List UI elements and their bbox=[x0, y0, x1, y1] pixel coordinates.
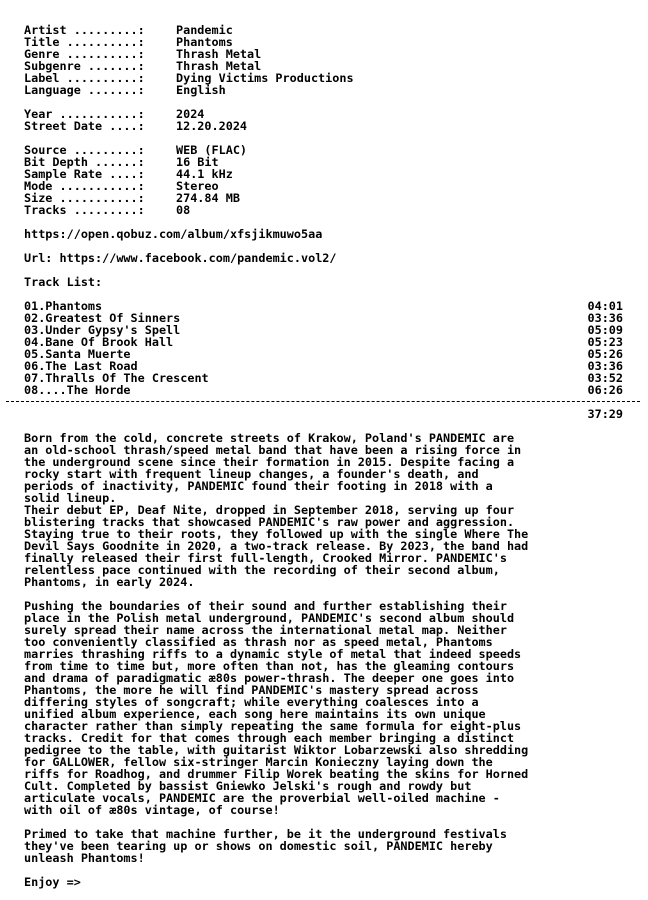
language-row bbox=[24, 84, 640, 96]
release-nfo bbox=[24, 24, 640, 888]
street-date-row bbox=[24, 120, 640, 132]
homepage-url: Url: https://www.facebook.com/pandemic.vol2/ bbox=[24, 251, 337, 265]
source-value: WEB (FLAC) bbox=[176, 143, 248, 157]
language-value: English bbox=[176, 83, 226, 97]
track-name: 04.Bane Of Brook Hall bbox=[24, 335, 174, 349]
bit-depth-key: Bit Depth ......: bbox=[24, 155, 145, 169]
track-row bbox=[24, 384, 623, 396]
label-value: Dying Victims Productions bbox=[176, 71, 354, 85]
closing-line: Enjoy => bbox=[24, 875, 81, 889]
label-key: Label ..........: bbox=[24, 71, 145, 85]
track-name: 01.Phantoms bbox=[24, 299, 103, 313]
genre-key: Genre ..........: bbox=[24, 47, 145, 61]
track-list-heading: Track List: bbox=[24, 275, 103, 289]
track-name: 05.Santa Muerte bbox=[24, 347, 131, 361]
artist-value: Pandemic bbox=[176, 23, 233, 37]
description-paragraph-2: Pushing the boundaries of their sound and further establishing their place in the Polish metal underground, PANDEMIC's second album should surely spread their name across the international metal map. Neither too conveniently classified as thrash nor as speed metal, Phantoms marries thrashing riffs to a dynamic style of metal that indeed speeds from time to time but, more often than not, has the gleaming contours and drama of paradigmatic æ80s power-thrash. The deeper one goes into Phantoms, the more he will find PANDEMIC's mastery spread across differing styles of songcraft; while everything coalesces into a unified album experience, each song here maintains its own unique character rather than simply repeating the same formula for eight-plus tracks. Credit for that comes through each member bringing a distinct pedigree to the table, with guitarist Wiktor Lobarzewski also shredding for GALLOWER, fellow six-stringer Marcin Konieczny laying down the riffs for Roadhog, and drummer Filip Worek beating the skins for Horned Cult. Completed by bassist Gniewko Jelski's rough and rowdy but articulate vocals, PANDEMIC are the proverbial well-oiled machine - with oil of æ80s vintage, of course! bbox=[24, 599, 529, 817]
track-list bbox=[24, 300, 640, 396]
tracks-count-key: Tracks .........: bbox=[24, 203, 145, 217]
mode-value: Stereo bbox=[176, 179, 219, 193]
sample-rate-value: 44.1 kHz bbox=[176, 167, 233, 181]
track-duration: 05:26 bbox=[587, 347, 623, 361]
qobuz-link: https://open.qobuz.com/album/xfsjikmuwo5aa bbox=[24, 227, 323, 241]
track-name: 03.Under Gypsy's Spell bbox=[24, 323, 181, 337]
size-value: 274.84 MB bbox=[176, 191, 240, 205]
track-duration: 03:36 bbox=[587, 311, 623, 325]
track-name: 07.Thralls Of The Crescent bbox=[24, 371, 209, 385]
track-duration: 05:23 bbox=[587, 335, 623, 349]
release-info-block bbox=[24, 24, 640, 96]
audio-info-block bbox=[24, 144, 640, 216]
genre-value: Thrash Metal bbox=[176, 47, 262, 61]
description-paragraph-3: Primed to take that machine further, be it the underground festivals they've been tearing up or shows on domestic soil, PANDEMIC hereby unleash Phantoms! bbox=[24, 827, 507, 865]
track-name: 06.The Last Road bbox=[24, 359, 138, 373]
tracks-count-row bbox=[24, 204, 640, 216]
artist-key: Artist .........: bbox=[24, 23, 145, 37]
track-name: 08....The Horde bbox=[24, 383, 131, 397]
size-key: Size ...........: bbox=[24, 191, 145, 205]
subgenre-key: Subgenre .......: bbox=[24, 59, 145, 73]
track-list-divider bbox=[6, 401, 640, 402]
description-paragraph-1: Born from the cold, concrete streets of Krakow, Poland's PANDEMIC are an old-school thrash/speed metal band that have been a rising force in the underground scene since their formation in 2015. Despite facing a rocky start with frequent lineup changes, a founder's death, and periods of inactivity, PANDEMIC found their footing in 2018 with a solid lineup. Their debut EP, Deaf Nite, dropped in September 2018, serving up four blistering tracks that showcased PANDEMIC's raw power and aggression. Staying true to their roots, they followed up with the single Where The Devil Says Goodnite in 2020, a two-track release. By 2023, the band had finally released their first full-length, Crooked Mirror. PANDEMIC's relentless pace continued with the recording of their second album, Phantoms, in early 2024. bbox=[24, 431, 529, 589]
track-duration: 03:36 bbox=[587, 359, 623, 373]
tracks-count-value: 08 bbox=[176, 203, 191, 217]
date-info-block bbox=[24, 108, 640, 132]
track-duration: 04:01 bbox=[587, 299, 623, 313]
track-name: 02.Greatest Of Sinners bbox=[24, 311, 181, 325]
mode-key: Mode ...........: bbox=[24, 179, 145, 193]
track-duration: 06:26 bbox=[587, 383, 623, 397]
total-duration: 37:29 bbox=[587, 407, 623, 421]
title-value: Phantoms bbox=[176, 35, 233, 49]
year-value: 2024 bbox=[176, 107, 205, 121]
street-date-key: Street Date ....: bbox=[24, 119, 145, 133]
title-key: Title ..........: bbox=[24, 35, 145, 49]
language-key: Language .......: bbox=[24, 83, 145, 97]
sample-rate-key: Sample Rate ....: bbox=[24, 167, 145, 181]
track-duration: 05:09 bbox=[587, 323, 623, 337]
year-key: Year ...........: bbox=[24, 107, 145, 121]
track-duration: 03:52 bbox=[587, 371, 623, 385]
subgenre-value: Thrash Metal bbox=[176, 59, 262, 73]
street-date-value: 12.20.2024 bbox=[176, 119, 248, 133]
source-key: Source .........: bbox=[24, 143, 145, 157]
bit-depth-value: 16 Bit bbox=[176, 155, 219, 169]
